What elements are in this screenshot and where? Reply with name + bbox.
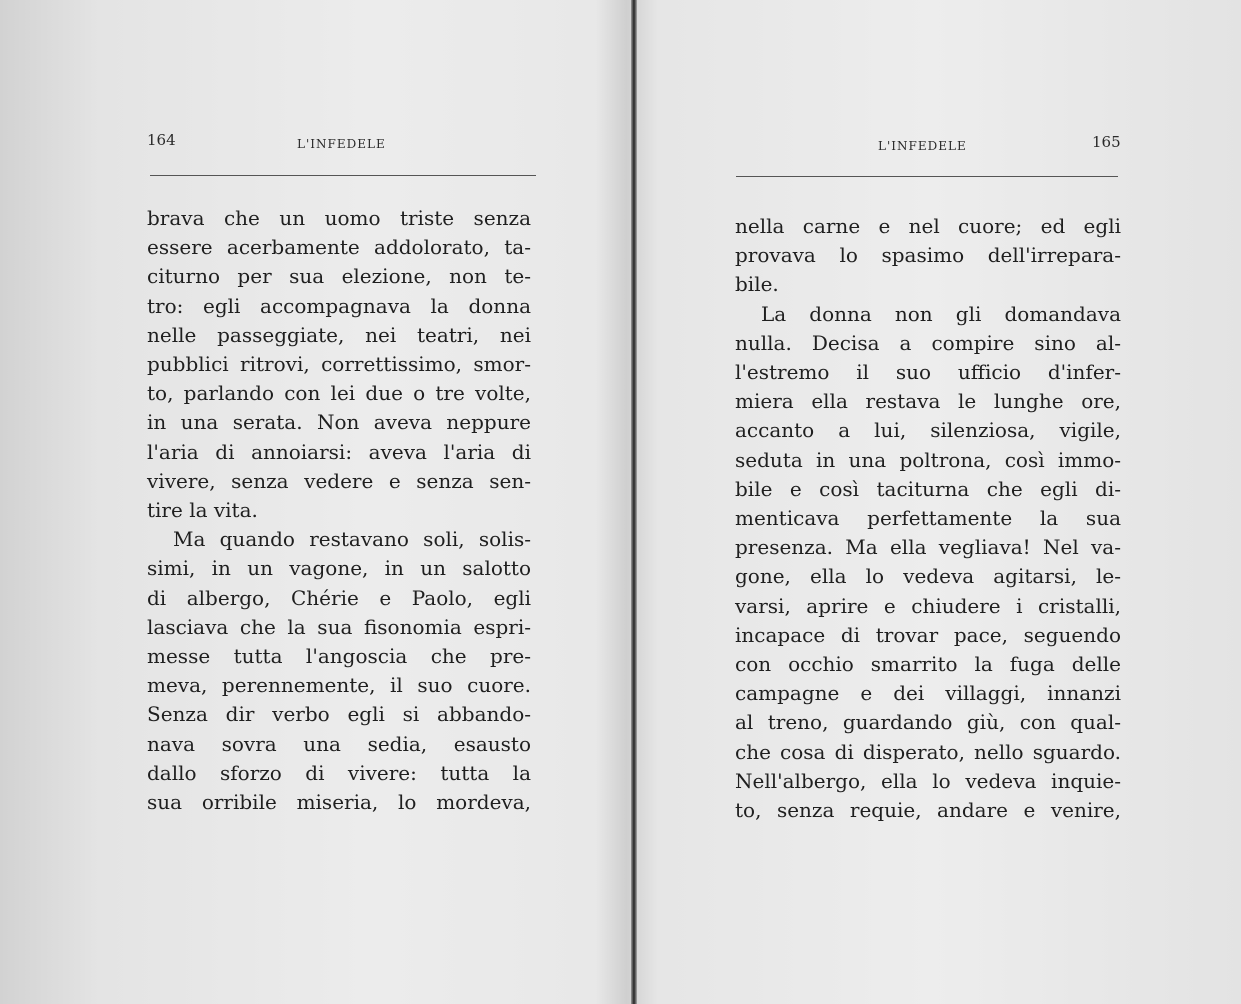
text-line: to, senza requie, andare e venire, [735,798,1121,823]
text-line: simi, in un vagone, in un salotto [147,556,531,581]
text-line: incapace di trovar pace, seguendo [735,622,1121,647]
text-line: brava che un uomo triste senza [147,206,531,230]
right-page-number: 165 [1092,133,1121,151]
text-line: Nell'albergo, ella lo vedeva inquie- [735,768,1121,793]
text-line: con occhio smarrito la fuga delle [735,652,1121,677]
text-line: di albergo, Chérie e Paolo, egli [147,585,531,610]
text-line: nella carne e nel cuore; ed egli [735,214,1121,238]
text-line: presenza. Ma ella vegliava! Nel va- [735,535,1121,560]
text-line: che cosa di disperato, nello sguardo. [735,739,1121,764]
text-line: lasciava che la sua fisonomia espri- [147,614,531,639]
text-line: al treno, guardando giù, con qual- [735,710,1121,735]
text-line: essere acerbamente addolorato, ta- [147,235,531,260]
text-line: accanto a lui, silenziosa, vigile, [735,418,1121,443]
text-line: pubblici ritrovi, correttissimo, smor- [147,352,531,377]
text-line: nava sovra una sedia, esausto [147,731,531,756]
text-line: varsi, aprire e chiudere i cristalli, [735,593,1121,618]
text-line: provava lo spasimo dell'irrepara- [735,243,1121,268]
text-line: citurno per sua elezione, non te- [147,264,531,289]
text-line: l'aria di annoiarsi: aveva l'aria di [147,439,531,464]
text-line: bile e così taciturna che egli di- [735,476,1121,501]
right-header-rule [736,176,1118,177]
text-line: in una serata. Non aveva neppure [147,410,531,435]
right-paragraph-2 [735,300,1121,826]
left-running-head: L'INFEDELE [297,137,386,151]
text-line: bile. [735,272,779,297]
text-line: miera ella restava le lunghe ore, [735,389,1121,414]
text-line: dallo sforzo di vivere: tutta la [147,760,531,785]
text-line: Ma quando restavano soli, solis- [173,527,531,552]
text-line: tro: egli accompagnava la donna [147,293,531,318]
text-line: menticava perfettamente la sua [735,506,1121,531]
text-line: campagne e dei villaggi, innanzi [735,681,1121,706]
text-line: sua orribile miseria, lo mordeva, [147,790,531,815]
text-line: Senza dir verbo egli si abbando- [147,702,531,727]
right-paragraph-1 [735,212,1121,300]
text-line: messe tutta l'angoscia che pre- [147,644,531,669]
right-page [637,0,1241,1004]
left-body-text [147,204,531,817]
text-line: gone, ella lo vedeva agitarsi, le- [735,564,1121,589]
left-header-rule [150,175,536,176]
text-line: meva, perennemente, il suo cuore. [147,673,531,698]
text-line: La donna non gli domandava [761,301,1121,326]
text-line: l'estremo il suo ufficio d'infer- [735,360,1121,385]
left-paragraph-1 [147,204,531,525]
left-page-number: 164 [147,131,176,149]
left-paragraph-2 [147,525,531,817]
text-line: nelle passeggiate, nei teatri, nei [147,322,531,347]
right-running-head: L'INFEDELE [878,139,967,153]
text-line: seduta in una poltrona, così immo- [735,447,1121,472]
text-line: tire la vita. [147,498,258,523]
text-line: to, parlando con lei due o tre volte, [147,381,531,406]
right-body-text [735,212,1121,825]
text-line: nulla. Decisa a compire sino al- [735,330,1121,355]
text-line: vivere, senza vedere e senza sen- [147,468,531,493]
